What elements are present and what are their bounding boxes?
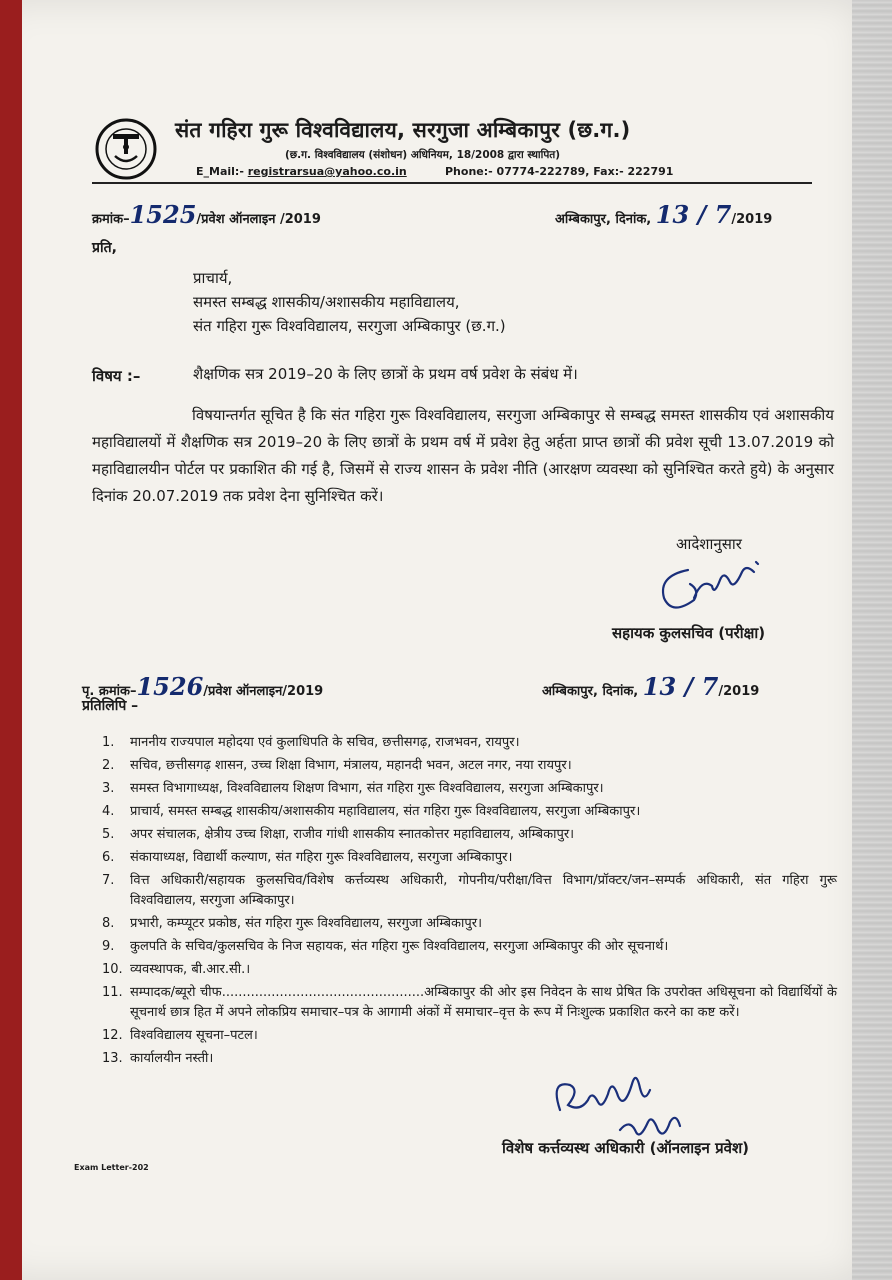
handwritten-ref2-no: 1526 [136, 672, 204, 701]
place-date-1 [555, 200, 772, 229]
list-item: 4. प्राचार्य, समस्त सम्बद्ध शासकीय/अशासकीय महाविद्यालय, संत गहिरा गुरू विश्वविद्यालय, सरगुजा अम्बिकापुर। [102, 804, 641, 819]
footer-code: Exam Letter-202 [74, 1163, 149, 1172]
place-date-label: अम्बिकापुर, दिनांक, [555, 212, 652, 227]
to-label: प्रति, [92, 240, 117, 256]
list-item: 6. संकायाध्यक्ष, विद्यार्थी कल्याण, संत गहिरा गुरू विश्वविद्यालय, सरगुजा अम्बिकापुर। [102, 850, 513, 865]
addressee-line-3: संत गहिरा गुरू विश्वविद्यालय, सरगुजा अम्बिकापुर (छ.ग.) [193, 317, 506, 335]
letterhead-divider [92, 182, 812, 184]
list-item: 3. समस्त विभागाध्यक्ष, विश्वविद्यालय शिक्षण विभाग, संत गहिरा गुरू विश्वविद्यालय, सरगुजा अम्बिकापुर। [102, 781, 604, 796]
list-item: 13. कार्यालयीन नस्ती। [102, 1051, 214, 1066]
body-paragraph: विषयान्तर्गत सूचित है कि संत गहिरा गुरू विश्वविद्यालय, सरगुजा अम्बिकापुर से सम्बद्ध समस्त शासकीय एवं अशासकीय महाविद्यालयों में शैक्षणिक सत्र 2019–20 के लिए छात्रों के प्रथम वर्ष में प्रवेश हेतु अर्हता प्राप्त छात्रों की प्रवेश सूची 13.07.2019 को महाविद्यालयीन पोर्टल पर प्रकाशित की गई है, जिसमें से राज्य शासन के प्रवेश नीति (आरक्षण व्यवस्था को सुनिश्चित करते हुये) के अनुसार दिनांक 20.07.2019 तक प्रवेश देना सुनिश्चित करें। [92, 406, 834, 505]
place-date-2 [542, 672, 759, 701]
list-item: 7. वित्त अधिकारी/सहायक कुलसचिव/विशेष कर्त्तव्यस्थ अधिकारी, गोपनीय/परीक्षा/वित्त विभाग/प्रॉक्टर/जन–सम्पर्क अधिकारी, संत गहिरा गुरू विश्वविद्यालय, सरगुजा अम्बिकापुर। [102, 873, 837, 908]
addressee-line-1: प्राचार्य, [193, 269, 233, 287]
university-logo-icon [95, 118, 157, 180]
email-link[interactable]: registrarsua@yahoo.co.in [247, 165, 407, 178]
ref2-text: /प्रवेश ऑनलाइन/2019 [203, 684, 324, 699]
university-name: संत गहिरा गुरू विश्वविद्यालय, सरगुजा अम्बिकापुर (छ.ग.) [175, 118, 631, 142]
list-item: 11. सम्पादक/ब्यूरो चीफ.................................................अम्बिकापुर की ओर इस निवेदन के साथ प्रेषित कि उपरोक्त अधिसूचना को विद्यार्थियों के सूचनार्थ छात्र हित में अपने लोकप्रिय समाचार–पत्र के आगामी अंकों में समाचार–वृत्त के रूप में निःशुल्क प्रकाशित करने का कष्ट करें। [102, 985, 837, 1020]
handwritten-ref-no: 1525 [129, 200, 197, 229]
copy-to-label: प्रतिलिपि – [82, 698, 139, 714]
date-year: /2019 [731, 212, 773, 227]
list-item: 1. माननीय राज्यपाल महोदया एवं कुलाधिपति के सचिव, छत्तीसगढ़, राजभवन, रायपुर। [102, 735, 520, 750]
date-2-year: /2019 [718, 684, 760, 699]
signature-1 [650, 550, 780, 620]
subject-label: विषय :– [92, 367, 141, 385]
subject-text: शैक्षणिक सत्र 2019–20 के लिए छात्रों के प्रथम वर्ष प्रवेश के संबंध में। [193, 365, 578, 383]
list-item: 8. प्रभारी, कम्प्यूटर प्रकोष्ठ, संत गहिरा गुरू विश्वविद्यालय, सरगुजा अम्बिकापुर। [102, 916, 483, 931]
ref-text: /प्रवेश ऑनलाइन /2019 [196, 212, 321, 227]
list-item: 12. विश्वविद्यालय सूचना–पटल। [102, 1028, 258, 1043]
reference-number-1 [92, 200, 321, 229]
handwritten-date: 13 / 7 [655, 200, 732, 229]
by-order-label: आदेशानुसार [676, 535, 742, 553]
university-act-subtitle: (छ.ग. विश्वविद्यालय (संशोधन) अधिनियम, 18/2008 द्वारा स्थापित) [285, 149, 561, 161]
ref2-label: पृ. क्रमांक– [82, 684, 137, 699]
list-item: 2. सचिव, छत्तीसगढ़ शासन, उच्च शिक्षा विभाग, मंत्रालय, महानदी भवन, अटल नगर, नया रायपुर। [102, 758, 572, 773]
addressee-line-2: समस्त सम्बद्ध शासकीय/अशासकीय महाविद्यालय, [193, 293, 460, 311]
list-item: 10. व्यवस्थापक, बी.आर.सी.। [102, 962, 251, 977]
list-item: 5. अपर संचालक, क्षेत्रीय उच्च शिक्षा, राजीव गांधी शासकीय स्नातकोत्तर महाविद्यालय, अम्बिकापुर। [102, 827, 575, 842]
copy-list [102, 733, 837, 1072]
list-item: 9. कुलपति के सचिव/कुलसचिव के निज सहायक, संत गहिरा गुरू विश्वविद्यालय, सरगुजा अम्बिकापुर की ओर सूचनार्थ। [102, 939, 669, 954]
handwritten-date-2: 13 / 7 [642, 672, 719, 701]
email-line [196, 165, 407, 178]
place-date-2-label: अम्बिकापुर, दिनांक, [542, 684, 639, 699]
paper-edge [852, 0, 892, 1280]
ref-label: क्रमांक– [92, 212, 130, 227]
email-label: E_Mail:- [196, 165, 244, 178]
assistant-registrar-designation: सहायक कुलसचिव (परीक्षा) [612, 624, 766, 642]
phone-fax: Phone:- 07774-222789, Fax:- 222791 [445, 165, 674, 178]
officer-designation: विशेष कर्त्तव्यस्थ अधिकारी (ऑनलाइन प्रवेश) [502, 1139, 750, 1157]
signature-2 [540, 1060, 700, 1150]
